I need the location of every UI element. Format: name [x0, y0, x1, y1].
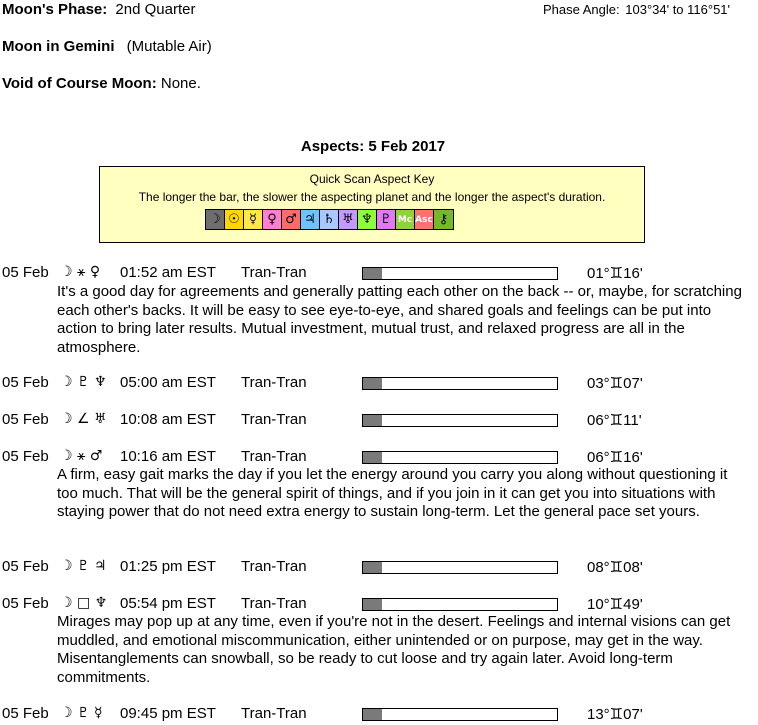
aspect-date: 05 Feb: [2, 411, 49, 428]
aspect-kind: Tran-Tran: [241, 264, 307, 281]
aspect-duration-fill: [363, 599, 382, 610]
aspect-duration-bar: [362, 451, 558, 464]
aspect-duration-bar: [362, 708, 558, 721]
aspect-date: 05 Feb: [2, 558, 49, 575]
aspect-date: 05 Feb: [2, 374, 49, 391]
aspect-duration-fill: [363, 562, 382, 573]
aspect-time: 05:00 am EST: [120, 374, 216, 391]
key-jupiter-icon: ♃: [301, 210, 320, 229]
aspect-position: 03°♊07': [587, 375, 643, 392]
aspect-row: [0, 448, 758, 468]
aspect-date: 05 Feb: [2, 705, 49, 722]
aspect-glyphs: ☽ ⚹ ♀: [60, 264, 101, 280]
aspect-kind: Tran-Tran: [241, 595, 307, 612]
aspect-position: 06°♊11': [587, 412, 642, 429]
phase-angle-label: Phase Angle:: [543, 2, 620, 17]
aspect-glyphs: ☽ ♇ ♆: [60, 374, 107, 390]
void-label: Void of Course Moon:: [2, 75, 157, 92]
aspect-time: 01:25 pm EST: [120, 558, 216, 575]
aspect-position: 13°♊07': [587, 706, 643, 723]
aspect-key-title: Quick Scan Aspect Key: [309, 172, 435, 186]
aspect-row: [0, 264, 758, 284]
aspect-duration-bar: [362, 267, 558, 280]
moon-phase-line: [2, 1, 195, 18]
aspect-description: A firm, easy gait marks the day if you let the energy around you carry you along without questioning it too much. That will be the general spirit of things, and if you join in it can get you into situations with staying power that do not need extra energy to sustain long-term. Let the general pace set yours.: [57, 466, 728, 520]
aspect-time: 10:08 am EST: [120, 411, 216, 428]
aspect-kind: Tran-Tran: [241, 558, 307, 575]
aspect-time: 10:16 am EST: [120, 448, 216, 465]
aspect-date: 05 Feb: [2, 448, 49, 465]
moon-sign-label: Moon in Gemini: [2, 38, 115, 55]
key-uranus-icon: ♅: [339, 210, 358, 229]
aspect-glyphs: ☽ □ ♆: [60, 595, 108, 611]
aspect-key-subtitle: The longer the bar, the slower the aspecting planet and the longer the aspect's duration.: [138, 190, 606, 204]
aspect-duration-bar: [362, 561, 558, 574]
aspect-position: 08°♊08': [587, 559, 643, 576]
aspect-time: 05:54 pm EST: [120, 595, 216, 612]
key-venus-icon: ♀: [263, 210, 282, 229]
aspect-time: 01:52 am EST: [120, 264, 216, 281]
key-moon-icon: ☽: [206, 210, 225, 229]
aspect-position: 01°♊16': [587, 265, 643, 282]
aspect-kind: Tran-Tran: [241, 411, 307, 428]
key-sun-icon: ☉: [225, 210, 244, 229]
aspect-glyphs: ☽ ♇ ☿: [60, 705, 103, 721]
aspect-description: Mirages may pop up at any time, even if you're not in the desert. Feelings and internal visions can get muddled, and emotional miscommunication, either unintended or on purpose, may get in the way. Misentanglements can snowball, so be ready to cut loose and try again later. Avoid long-term commitments.: [57, 613, 731, 686]
aspect-duration-bar: [362, 598, 558, 611]
phase-angle: [543, 2, 730, 17]
aspect-duration-bar: [362, 414, 558, 427]
aspect-date: 05 Feb: [2, 595, 49, 612]
aspect-row: [0, 705, 758, 725]
aspect-kind: Tran-Tran: [241, 374, 307, 391]
aspect-position: 10°♊49': [587, 596, 643, 613]
key-neptune-icon: ♆: [358, 210, 377, 229]
aspect-row: [0, 411, 758, 431]
key-mercury-icon: ☿: [244, 210, 263, 229]
aspect-duration-fill: [363, 452, 382, 463]
aspect-date: 05 Feb: [2, 264, 49, 281]
aspects-title: Aspects: 5 Feb 2017: [300, 138, 446, 155]
aspect-time: 09:45 pm EST: [120, 705, 216, 722]
aspect-glyphs: ☽ ∠ ♅: [60, 411, 107, 427]
aspect-key-glyph-row: [205, 209, 454, 230]
aspect-key-box: [99, 166, 645, 243]
aspect-kind: Tran-Tran: [241, 448, 307, 465]
key-midheaven-icon: Mc: [396, 210, 415, 229]
aspect-position: 06°♊16': [587, 449, 643, 466]
aspect-row: [0, 374, 758, 394]
moon-sign-detail: (Mutable Air): [126, 38, 212, 55]
aspect-duration-fill: [363, 378, 382, 389]
key-chiron-icon: ⚷: [434, 210, 453, 229]
key-ascendant-icon: Asc: [415, 210, 434, 229]
aspect-duration-bar: [362, 377, 558, 390]
phase-angle-value: 103°34' to 116°51': [625, 2, 731, 17]
aspect-duration-fill: [363, 415, 382, 426]
aspect-duration-fill: [363, 268, 382, 279]
aspect-duration-fill: [363, 709, 382, 720]
moon-sign-line: [2, 38, 212, 55]
aspect-glyphs: ☽ ♇ ♃: [60, 558, 107, 574]
aspect-description: It's a good day for agreements and generally patting each other on the back -- or, maybe, for scratching each other's backs. It will be easy to see eye-to-eye, and shared goals and feelings can be put into action to bring later results. Mutual investment, mutual trust, and relaxed progress are all in the atmosphere.: [57, 283, 742, 356]
aspect-kind: Tran-Tran: [241, 705, 307, 722]
void-of-course-line: [2, 75, 201, 92]
void-value: None.: [160, 75, 201, 92]
key-mars-icon: ♂: [282, 210, 301, 229]
aspect-row: [0, 595, 758, 615]
aspect-row: [0, 558, 758, 578]
aspect-glyphs: ☽ ⚹ ♂: [60, 448, 103, 464]
key-pluto-icon: ♇: [377, 210, 396, 229]
moon-phase-value: 2nd Quarter: [115, 1, 196, 18]
key-saturn-icon: ♄: [320, 210, 339, 229]
moon-phase-label: Moon's Phase:: [2, 1, 108, 18]
